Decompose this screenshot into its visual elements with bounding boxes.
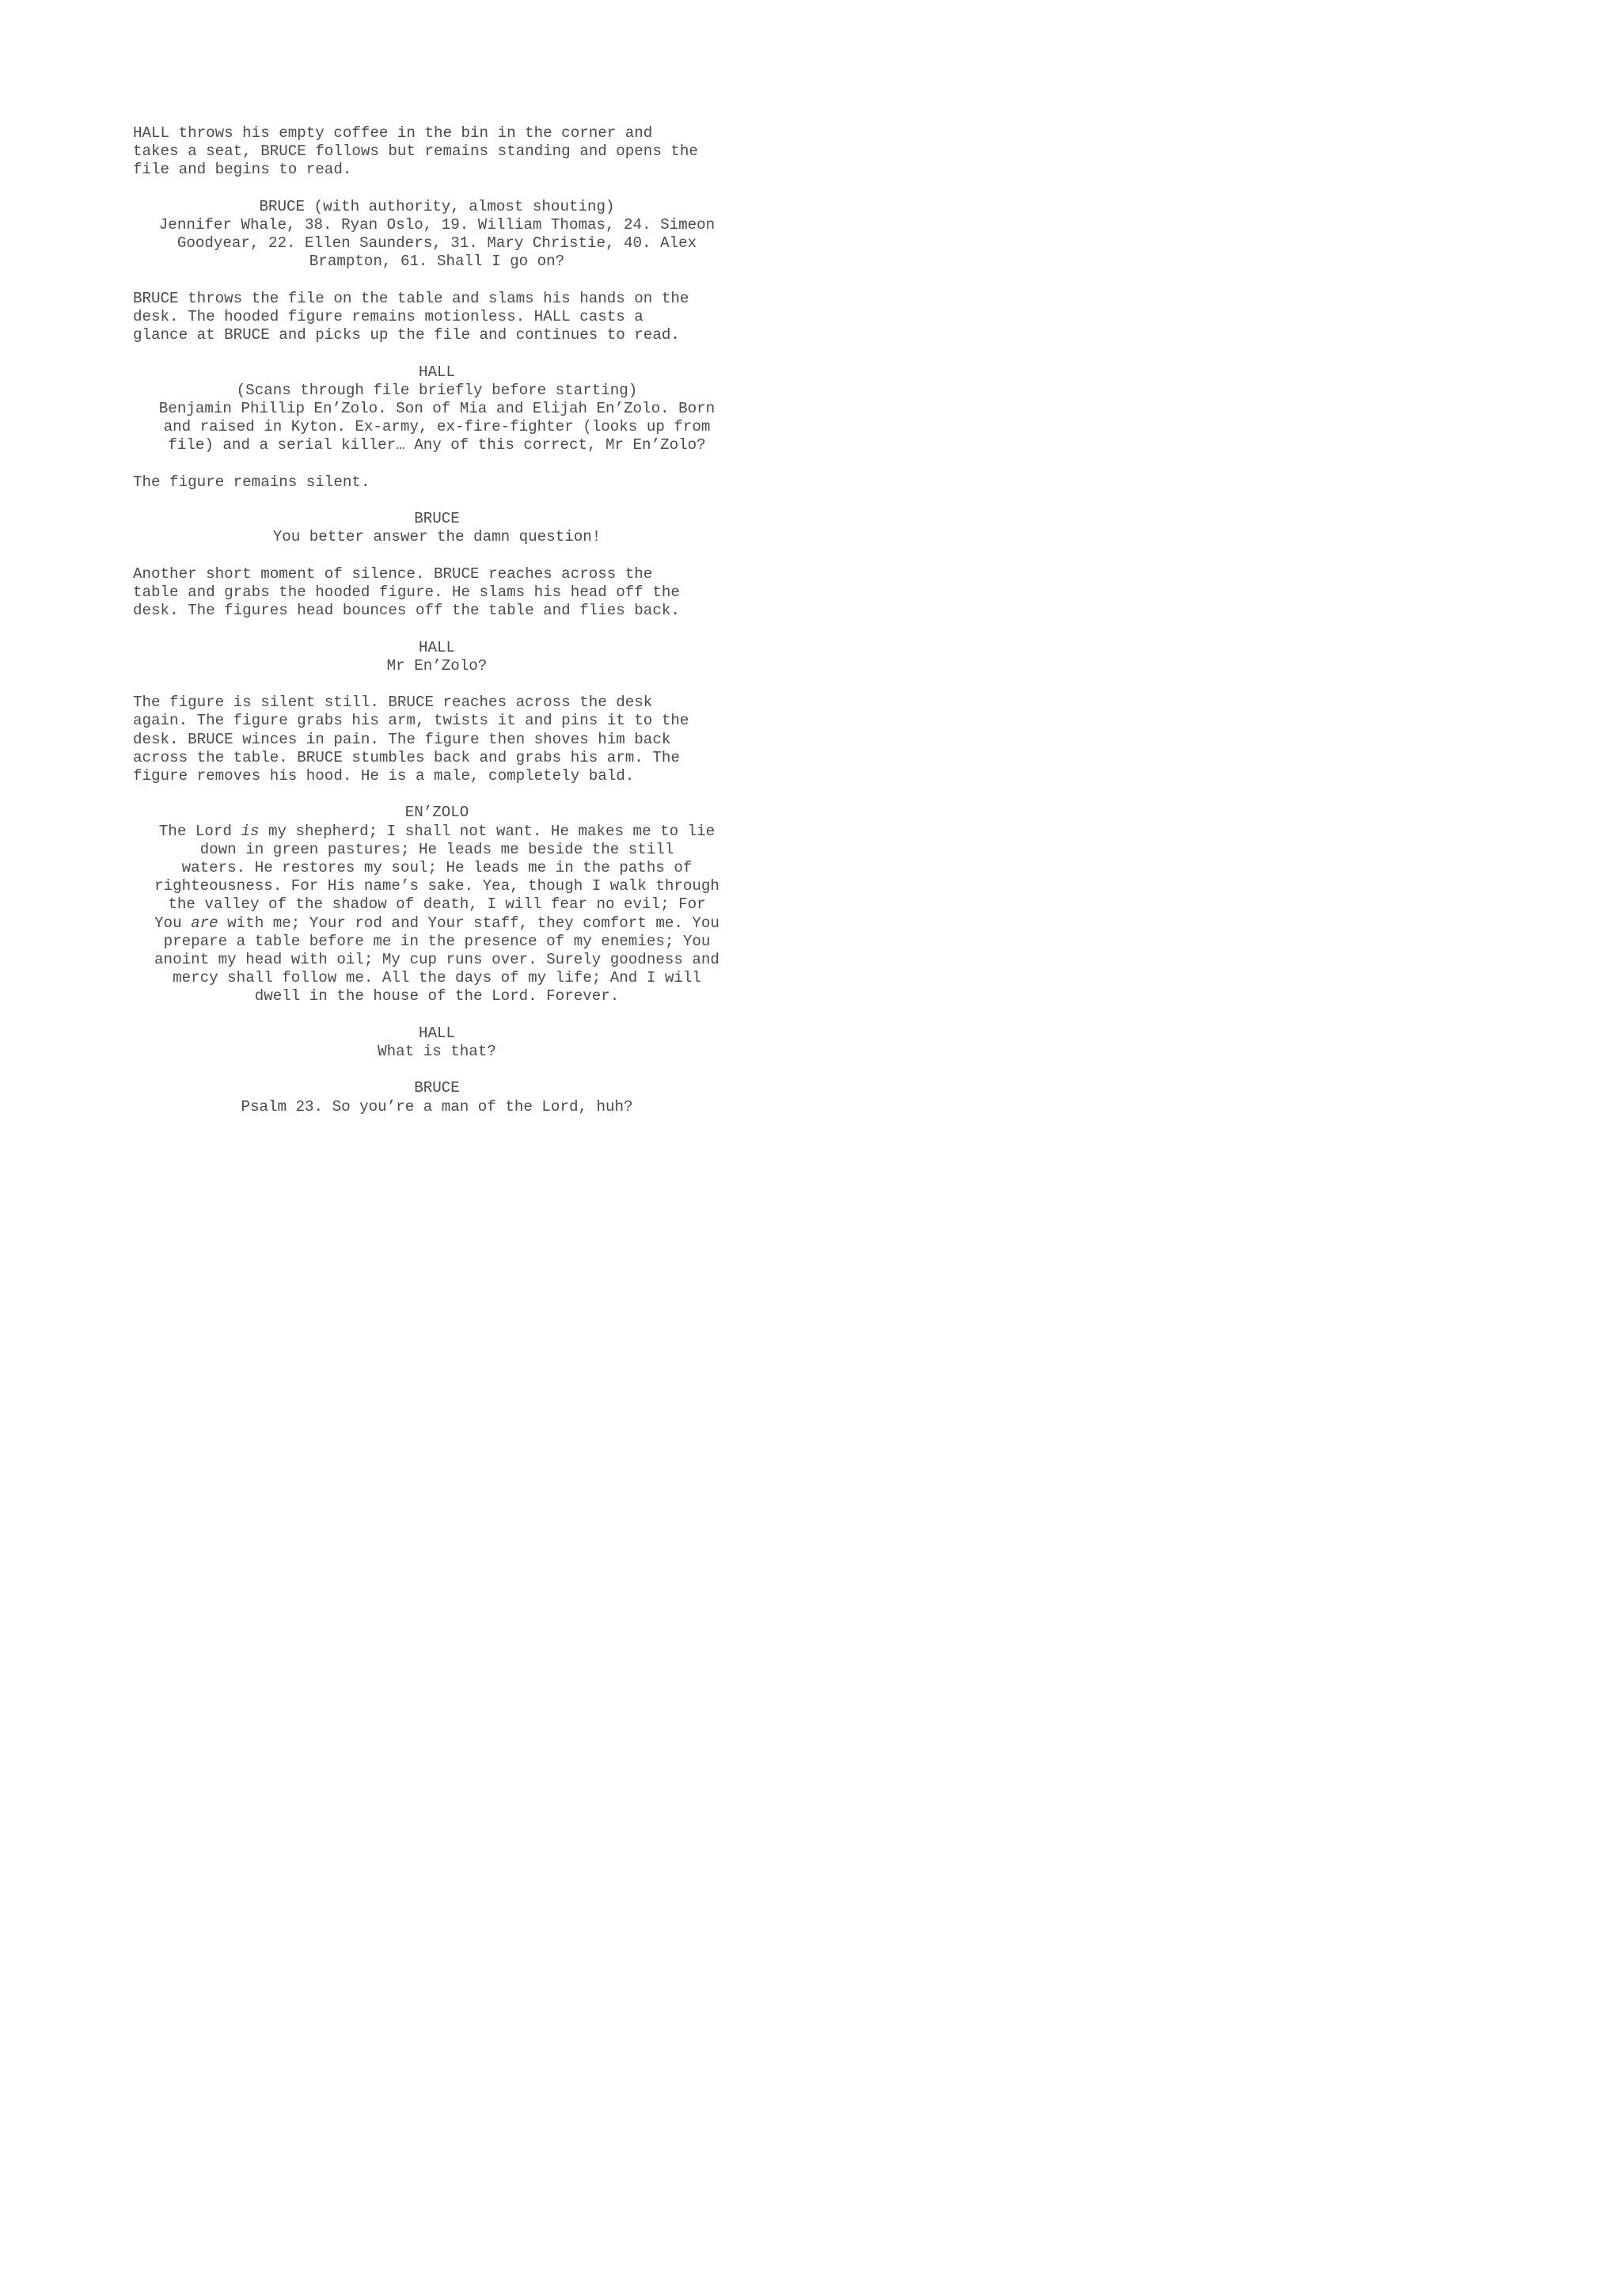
- dialogue-text: The Lord is my shepherd; I shall not want. He makes me to lie down in green pastures; He leads me beside the still waters. He restores my soul; He leads me in the paths of righteousness. For His name’s sake. Yea, though I walk through the valley of the shadow of death, I will fear no evil; For You are with me; Your rod and Your staff, they comfort me. You prepare a table before me in the presence of my enemies; You anoint my head with oil; My cup runs over. Surely goodness and mercy shall follow me. All the days of my life; And I will dwell in the house of the Lord. Forever.: [154, 822, 719, 1005]
- dialogue-block: [133, 804, 741, 1005]
- action-paragraph: HALL throws his empty coffee in the bin in the corner and takes a seat, BRUCE follows but remains standing and opens the file and begins to read.: [133, 124, 698, 179]
- dialogue-block: [133, 198, 741, 272]
- dialogue-text: Benjamin Phillip En’Zolo. Son of Mia and Elijah En’Zolo. Born and raised in Kyton. Ex-army, ex-fire-fighter (looks up from file) and a serial killer… Any of this correct, Mr En’Zolo?: [158, 400, 716, 454]
- dialogue-block: [133, 1079, 741, 1116]
- character-name: BRUCE: [414, 1079, 460, 1097]
- parenthetical: (Scans through file briefly before starting): [236, 381, 638, 399]
- character-name: BRUCE: [414, 510, 460, 528]
- dialogue-text: What is that?: [378, 1043, 496, 1060]
- dialogue-text: Jennifer Whale, 38. Ryan Oslo, 19. William Thomas, 24. Simeon Goodyear, 22. Ellen Saunders, 31. Mary Christie, 40. Alex Brampton, 61. Shall I go on?: [158, 216, 716, 271]
- dialogue-block: [133, 1024, 741, 1061]
- dialogue-text: Mr En’Zolo?: [386, 656, 488, 675]
- dialogue-text: You better answer the damn question!: [272, 528, 602, 546]
- character-name: HALL: [418, 638, 456, 656]
- action-paragraph: BRUCE throws the file on the table and slams his hands on the desk. The hooded figure remains motionless. HALL casts a glance at BRUCE and picks up the file and continues to read.: [133, 289, 689, 344]
- dialogue-block: [133, 363, 741, 455]
- dialogue-text: Psalm 23. So you’re a man of the Lord, huh?: [241, 1097, 633, 1116]
- action-paragraph: Another short moment of silence. BRUCE reaches across the table and grabs the hooded figure. He slams his head off the desk. The figures head bounces off the table and flies back.: [133, 564, 680, 620]
- character-name: HALL: [418, 1024, 456, 1042]
- character-name: BRUCE (with authority, almost shouting): [259, 197, 615, 215]
- action-paragraph: The figure is silent still. BRUCE reaches across the desk again. The figure grabs his arm, twists it and pins it to the desk. BRUCE winces in pain. The figure then shoves him back across the table. BRUCE stumbles back and grabs his arm. The figure removes his hood. He is a male, completely bald.: [133, 694, 689, 785]
- character-name: HALL: [418, 363, 456, 381]
- dialogue-block: [133, 510, 741, 546]
- dialogue-block: [133, 639, 741, 675]
- character-name: EN’ZOLO: [404, 804, 469, 822]
- script-page: [133, 124, 741, 1135]
- action-paragraph: The figure remains silent.: [133, 473, 370, 491]
